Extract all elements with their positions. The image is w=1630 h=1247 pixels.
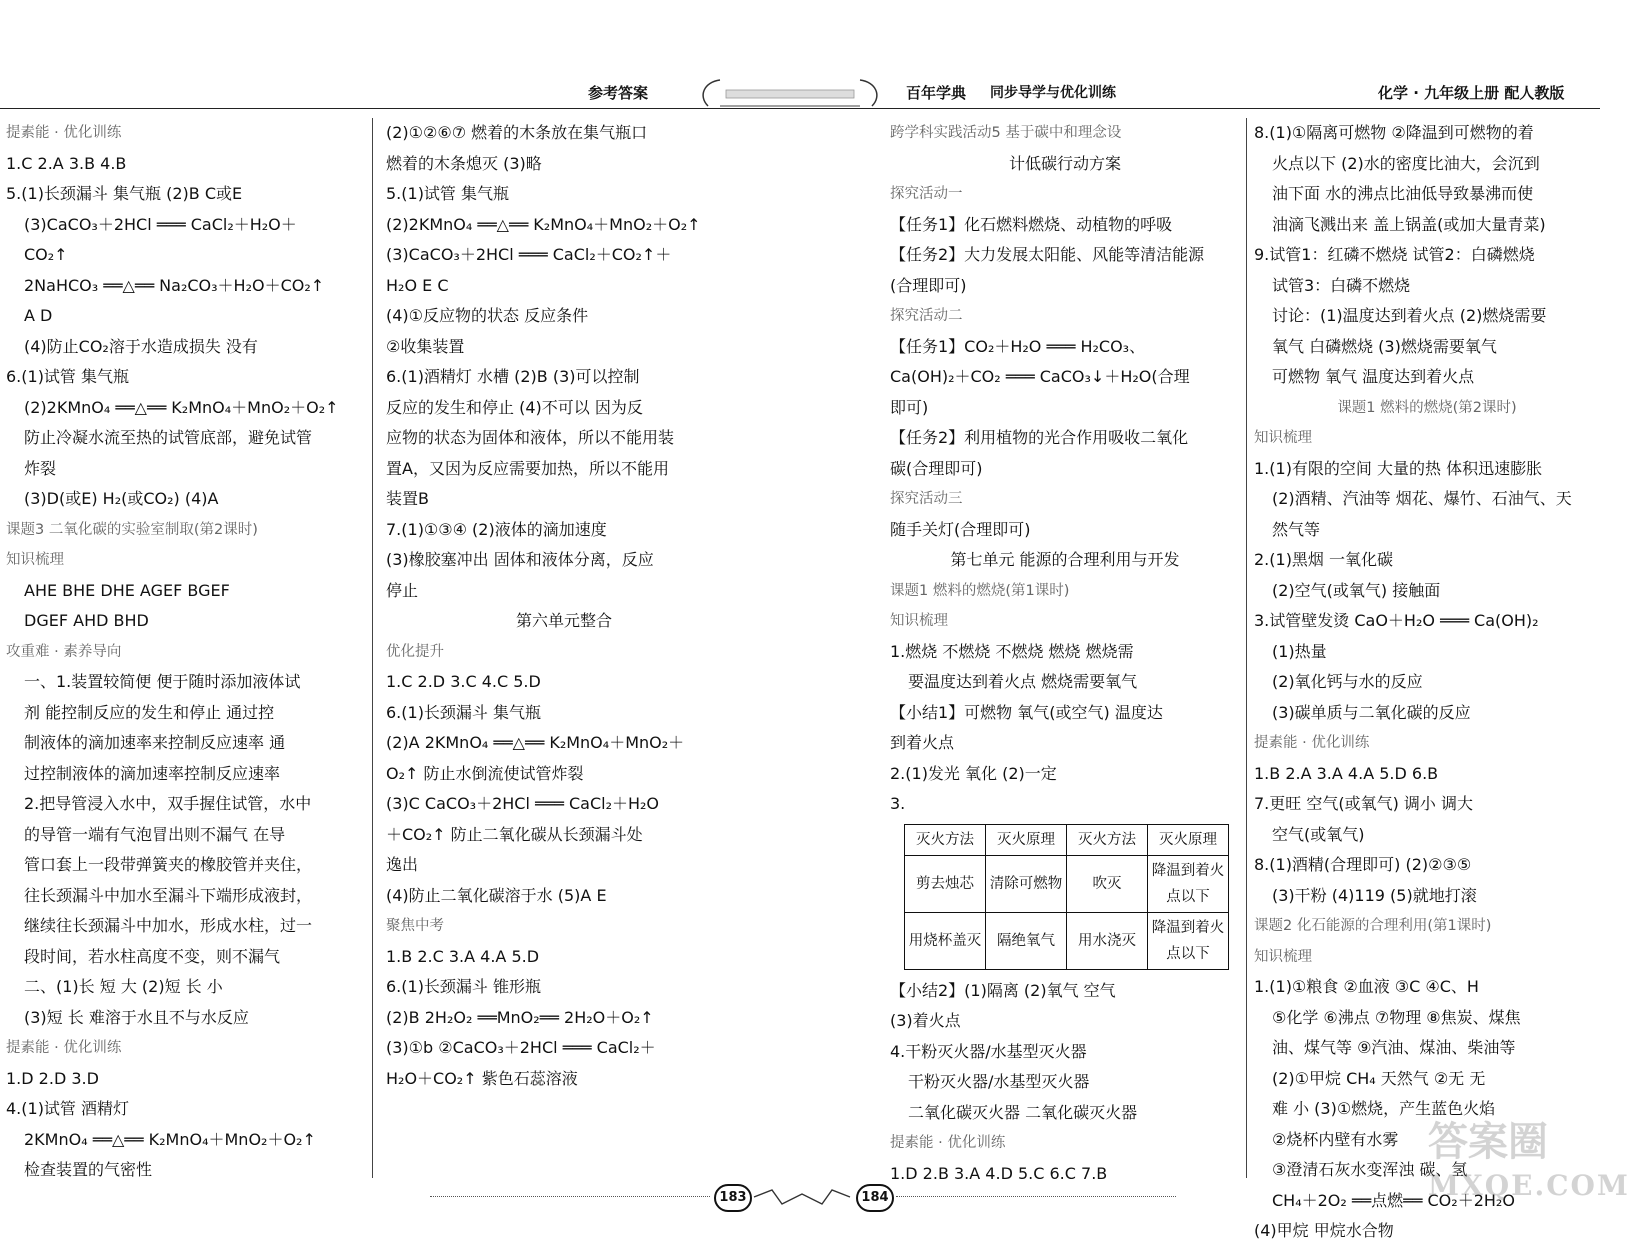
answer-line: 8.(1)酒精(合理即可) (2)②③⑤ <box>1254 855 1472 874</box>
answer-line: 2.把导管浸入水中，双手握住试管，水中 <box>24 794 312 813</box>
section-heading: 提素能 · 优化训练 <box>1254 735 1370 751</box>
answer-line: 反应的发生和停止 (4)不可以 因为反 <box>386 397 643 417</box>
answer-line: 1.B 2.A 3.A 4.A 5.D 6.B <box>1254 763 1439 783</box>
answer-line: 剂 能控制反应的发生和停止 通过控 <box>24 702 275 722</box>
answer-line: 【任务1】化石燃料燃烧、动植物的呼吸 <box>890 214 1173 234</box>
section-heading: 攻重难 · 素养导向 <box>6 643 122 660</box>
answer-line: 2.(1)黑烟 一氧化碳 <box>1254 550 1394 569</box>
answer-line: 逸出 <box>386 855 419 874</box>
table-row <box>905 855 1229 912</box>
section-heading: 探究活动二 <box>890 308 963 324</box>
answer-column-4 <box>1254 118 1600 1240</box>
answer-line: 油下面 水的沸点比油低导致暴沸而使 <box>1272 184 1534 203</box>
answer-line: (合理即可) <box>890 275 967 295</box>
section-heading: 探究活动三 <box>890 491 963 507</box>
header-subtitle: 同步导学与优化训练 <box>990 85 1116 101</box>
answer-line: ②烧杯内壁有水雾 <box>1272 1129 1399 1149</box>
answer-line: CO₂↑ <box>24 245 68 264</box>
answer-line: 随手关灯(合理即可) <box>890 519 1031 539</box>
section-heading: 优化提升 <box>386 643 444 660</box>
answer-line: (1)热量 <box>1272 641 1327 661</box>
table-cell: 降温到着火点以下 <box>1148 855 1229 912</box>
answer-line: 2KMnO₄ ══△══ K₂MnO₄＋MnO₂＋O₂↑ <box>24 1129 316 1149</box>
answer-line: 即可) <box>890 397 929 417</box>
answer-line: 防止冷凝水流至热的试管底部，避免试管 <box>24 428 313 447</box>
answer-line: 油滴飞溅出来 盖上锅盖(或加大量青菜) <box>1272 214 1546 234</box>
answer-line: (2)①②⑥⑦ 燃着的木条放在集气瓶口 <box>386 123 648 142</box>
answer-line: 1.C 2.D 3.C 4.C 5.D <box>386 672 541 691</box>
answer-line: 6.(1)酒精灯 水槽 (2)B (3)可以控制 <box>386 367 640 386</box>
answer-line: (3)D(或E) H₂(或CO₂) (4)A <box>24 489 219 508</box>
answer-line: 4.(1)试管 酒精灯 <box>6 1099 130 1118</box>
answer-column-3 <box>890 118 1240 1183</box>
table-cell: 清除可燃物 <box>986 855 1067 912</box>
answer-line: (3)碳单质与二氧化碳的反应 <box>1272 702 1471 722</box>
table-cell: 剪去烛芯 <box>905 855 986 912</box>
header-left-title: 参考答案 <box>588 84 649 102</box>
answer-line: (3)C CaCO₃＋2HCl ═══ CaCl₂＋H₂O <box>386 794 660 813</box>
answer-line: 要温度达到着火点 燃烧需要氧气 <box>908 672 1138 691</box>
table-row <box>905 912 1229 969</box>
answer-line: 第七单元 能源的合理利用与开发 <box>950 550 1180 569</box>
answer-line: 二氧化碳灭火器 二氧化碳灭火器 <box>908 1102 1138 1122</box>
answer-line: 氧气 白磷燃烧 (3)燃烧需要氧气 <box>1272 336 1497 356</box>
footer-rule-right <box>896 1196 1176 1197</box>
answer-line: 然气等 <box>1272 519 1321 539</box>
answer-line: H₂O E C <box>386 275 449 295</box>
answer-line: 一、1.装置较简便 便于随时添加液体试 <box>24 672 301 691</box>
page-footer <box>0 1182 1600 1214</box>
answer-line: 置A，又因为反应需要加热，所以不能用 <box>386 458 669 478</box>
answer-line: (2)2KMnO₄ ══△══ K₂MnO₄＋MnO₂＋O₂↑ <box>386 214 701 234</box>
answer-line: (4)防止二氧化碳溶于水 (5)A E <box>386 885 607 905</box>
page-number-left: 183 <box>714 1184 752 1212</box>
answer-line: 1.D 2.D 3.D <box>6 1068 99 1088</box>
header-ribbon-ornament <box>690 76 890 110</box>
answer-line: (4)①反应物的状态 反应条件 <box>386 306 589 325</box>
answer-line: 试管3：白磷不燃烧 <box>1272 275 1411 295</box>
answer-line: 3.试管壁发烫 CaO＋H₂O ═══ Ca(OH)₂ <box>1254 611 1539 630</box>
answer-line: 装置B <box>386 489 429 508</box>
section-heading: 课题3 二氧化碳的实验室制取(第2课时) <box>6 521 258 538</box>
answer-line: 过控制液体的滴加速率控制反应速率 <box>24 763 281 783</box>
answer-line: H₂O＋CO₂↑ 紫色石蕊溶液 <box>386 1068 578 1088</box>
answer-line: 3. <box>890 794 906 813</box>
answer-line: (3)CaCO₃＋2HCl ═══ CaCl₂＋CO₂↑＋ <box>386 245 672 264</box>
answer-line: 检查装置的气密性 <box>24 1160 153 1179</box>
answer-line: 停止 <box>386 580 419 600</box>
answer-line: 【任务2】大力发展太阳能、风能等清洁能源 <box>890 245 1205 264</box>
answer-line: (3)橡胶塞冲出 固体和液体分离，反应 <box>386 550 654 569</box>
footer-ornament <box>752 1186 852 1208</box>
answer-line: ②收集装置 <box>386 336 465 356</box>
answer-column-2 <box>386 118 742 1178</box>
section-heading: 提素能 · 优化训练 <box>890 1135 1006 1151</box>
answer-line: (3)CaCO₃＋2HCl ═══ CaCl₂＋H₂O＋ <box>24 214 297 234</box>
answer-line: 8.(1)①隔离可燃物 ②降温到可燃物的着 <box>1254 123 1534 142</box>
answer-column-1 <box>6 118 360 1178</box>
answer-line: 燃着的木条熄灭 (3)略 <box>386 153 542 173</box>
answer-line: 难 小 (3)①燃烧，产生蓝色火焰 <box>1272 1099 1496 1118</box>
section-heading: 知识梳理 <box>1254 430 1312 446</box>
answer-line: 应物的状态为固体和液体，所以不能用装 <box>386 428 675 447</box>
answer-line: 6.(1)试管 集气瓶 <box>6 367 130 386</box>
fire-extinguishing-table <box>904 824 1229 970</box>
answer-line: 1.D 2.B 3.A 4.D 5.C 6.C 7.B <box>890 1163 1108 1183</box>
answer-line: 6.(1)长颈漏斗 锥形瓶 <box>386 977 542 996</box>
answer-line: (4)甲烷 甲烷水合物 <box>1254 1221 1394 1240</box>
answer-line: (3)短 长 难溶于水且不与水反应 <box>24 1007 249 1027</box>
answer-line: (2)A 2KMnO₄ ══△══ K₂MnO₄＋MnO₂＋ <box>386 733 685 752</box>
header-series: 百年学典 <box>906 84 967 102</box>
answer-line: (2)①甲烷 CH₄ 天然气 ②无 无 <box>1272 1068 1486 1088</box>
answer-line: ③澄清石灰水变浑浊 碳、氢 <box>1272 1160 1468 1179</box>
section-heading: 课题1 燃料的燃烧(第2课时) <box>1337 399 1517 416</box>
answer-line: 可燃物 氧气 温度达到着火点 <box>1272 367 1475 386</box>
table-cell: 降温到着火点以下 <box>1148 912 1229 969</box>
answer-line: 到着火点 <box>890 733 955 752</box>
answer-line: 往长颈漏斗中加水至漏斗下端形成液封， <box>24 885 313 905</box>
answer-line: 的导管一端有气泡冒出则不漏气 在导 <box>24 824 286 844</box>
answer-line: O₂↑ 防止水倒流使试管炸裂 <box>386 763 584 783</box>
answer-line: DGEF AHD BHD <box>24 611 149 630</box>
section-heading: 知识梳理 <box>890 613 948 629</box>
answer-line: 段时间，若水柱高度不变，则不漏气 <box>24 946 281 966</box>
answer-line: 2NaHCO₃ ══△══ Na₂CO₃＋H₂O＋CO₂↑ <box>24 275 325 295</box>
section-heading: 跨学科实践活动5 基于碳中和理念设 <box>890 125 1122 141</box>
answer-line: A D <box>24 306 53 325</box>
page-number-right: 184 <box>856 1184 894 1212</box>
section-heading: 提素能 · 优化训练 <box>6 125 122 141</box>
answer-line: 2.(1)发光 氧化 (2)一定 <box>890 763 1057 783</box>
answer-line: 7.更旺 空气(或氧气) 调小 调大 <box>1254 794 1474 813</box>
answer-line: 1.(1)有限的空间 大量的热 体积迅速膨胀 <box>1254 458 1543 478</box>
answer-line: (3)①b ②CaCO₃＋2HCl ═══ CaCl₂＋ <box>386 1038 656 1057</box>
answer-line: 讨论：(1)温度达到着火点 (2)燃烧需要 <box>1272 306 1547 325</box>
answer-line: 1.B 2.C 3.A 4.A 5.D <box>386 946 540 966</box>
table-header-cell: 灭火原理 <box>986 824 1067 855</box>
answer-line: (2)酒精、汽油等 烟花、爆竹、石油气、天 <box>1272 489 1572 508</box>
answer-line: ⑤化学 ⑥沸点 ⑦物理 ⑧焦炭、煤焦 <box>1272 1007 1521 1027</box>
header-rule <box>0 108 1600 109</box>
answer-line: (3)干粉 (4)119 (5)就地打滚 <box>1272 885 1477 905</box>
answer-line: 油、煤气等 ⑨汽油、煤油、柴油等 <box>1272 1038 1516 1057</box>
table-header-cell: 灭火方法 <box>905 824 986 855</box>
answer-line: 继续往长颈漏斗中加水，形成水柱，过一 <box>24 916 313 935</box>
answer-line: (2)B 2H₂O₂ ══MnO₂══ 2H₂O＋O₂↑ <box>386 1007 654 1027</box>
watermark-logo: 答案圈 MXQE.COM <box>1428 1118 1630 1202</box>
table-header-cell: 灭火原理 <box>1148 824 1229 855</box>
answer-line: (3)着火点 <box>890 1011 961 1030</box>
answer-line: CH₄＋2O₂ ══点燃══ CO₂＋2H₂O <box>1272 1190 1515 1210</box>
answer-line: 制液体的滴加速率来控制反应速率 通 <box>24 733 286 752</box>
answer-line: 二、(1)长 短 大 (2)短 长 小 <box>24 977 223 996</box>
answer-line: 6.(1)长颈漏斗 集气瓶 <box>386 702 542 722</box>
section-heading: 课题1 燃料的燃烧(第1课时) <box>890 582 1070 599</box>
footer-rule-left <box>430 1196 710 1197</box>
section-heading: 课题2 化石能源的合理利用(第1课时) <box>1254 918 1492 934</box>
answer-line: 炸裂 <box>24 458 57 478</box>
answer-line: 5.(1)长颈漏斗 集气瓶 (2)B C或E <box>6 184 243 203</box>
answer-line: 4.干粉灭火器/水基型灭火器 <box>890 1041 1087 1061</box>
answer-line: AHE BHE DHE AGEF BGEF <box>24 580 230 600</box>
answer-line: 火点以下 (2)水的密度比油大，会沉到 <box>1272 153 1540 173</box>
column-divider <box>372 118 373 1178</box>
answer-line: 管口套上一段带弹簧夹的橡胶管并夹住， <box>24 855 313 874</box>
table-cell: 吹灭 <box>1067 855 1148 912</box>
section-heading: 聚焦中考 <box>386 918 444 934</box>
table-header-cell: 灭火方法 <box>1067 824 1148 855</box>
answer-line: (4)防止CO₂溶于水造成损失 没有 <box>24 336 258 356</box>
answer-line: 【任务2】利用植物的光合作用吸收二氧化 <box>890 428 1189 447</box>
answer-line: ＋CO₂↑ 防止二氧化碳从长颈漏斗处 <box>386 824 643 844</box>
answer-line: (2)氧化钙与水的反应 <box>1272 672 1423 691</box>
answer-line: 7.(1)①③④ (2)液体的滴加速度 <box>386 519 607 539</box>
answer-line: 1.C 2.A 3.B 4.B <box>6 153 127 173</box>
section-heading: 提素能 · 优化训练 <box>6 1040 122 1056</box>
table-cell: 用水浇灭 <box>1067 912 1148 969</box>
answer-line: 计低碳行动方案 <box>1008 153 1121 173</box>
section-heading: 知识梳理 <box>6 552 64 568</box>
answer-line: 【小结2】(1)隔离 (2)氧气 空气 <box>890 980 1116 1000</box>
table-cell: 隔绝氧气 <box>986 912 1067 969</box>
section-heading: 探究活动一 <box>890 186 963 202</box>
answer-line: 1.燃烧 不燃烧 不燃烧 燃烧 燃烧需 <box>890 641 1134 661</box>
answer-line: 碳(合理即可) <box>890 458 983 478</box>
answer-line: 【小结1】可燃物 氧气(或空气) 温度达 <box>890 702 1163 722</box>
answer-line: 干粉灭火器/水基型灭火器 <box>908 1072 1090 1091</box>
answer-line: 1.(1)①粮食 ②血液 ③C ④C、H <box>1254 977 1479 996</box>
column-divider <box>1246 118 1247 1178</box>
answer-line: (2)空气(或氧气) 接触面 <box>1272 580 1441 600</box>
header-right-label: 化学 · 九年级上册 配人教版 <box>1378 84 1565 102</box>
section-heading: 知识梳理 <box>1254 948 1312 965</box>
answer-line: 第六单元整合 <box>515 611 612 630</box>
page-header <box>0 76 1600 110</box>
answer-line: 9.试管1：红磷不燃烧 试管2：白磷燃烧 <box>1254 245 1535 264</box>
table-row <box>905 824 1229 855</box>
answer-line: Ca(OH)₂＋CO₂ ═══ CaCO₃↓＋H₂O(合理 <box>890 367 1190 386</box>
table-cell: 用烧杯盖灭 <box>905 912 986 969</box>
answer-line: 【任务1】CO₂＋H₂O ═══ H₂CO₃、 <box>890 336 1146 356</box>
answer-line: (2)2KMnO₄ ══△══ K₂MnO₄＋MnO₂＋O₂↑ <box>24 397 339 417</box>
answer-line: 空气(或氧气) <box>1272 824 1365 844</box>
answer-line: 5.(1)试管 集气瓶 <box>386 184 510 203</box>
